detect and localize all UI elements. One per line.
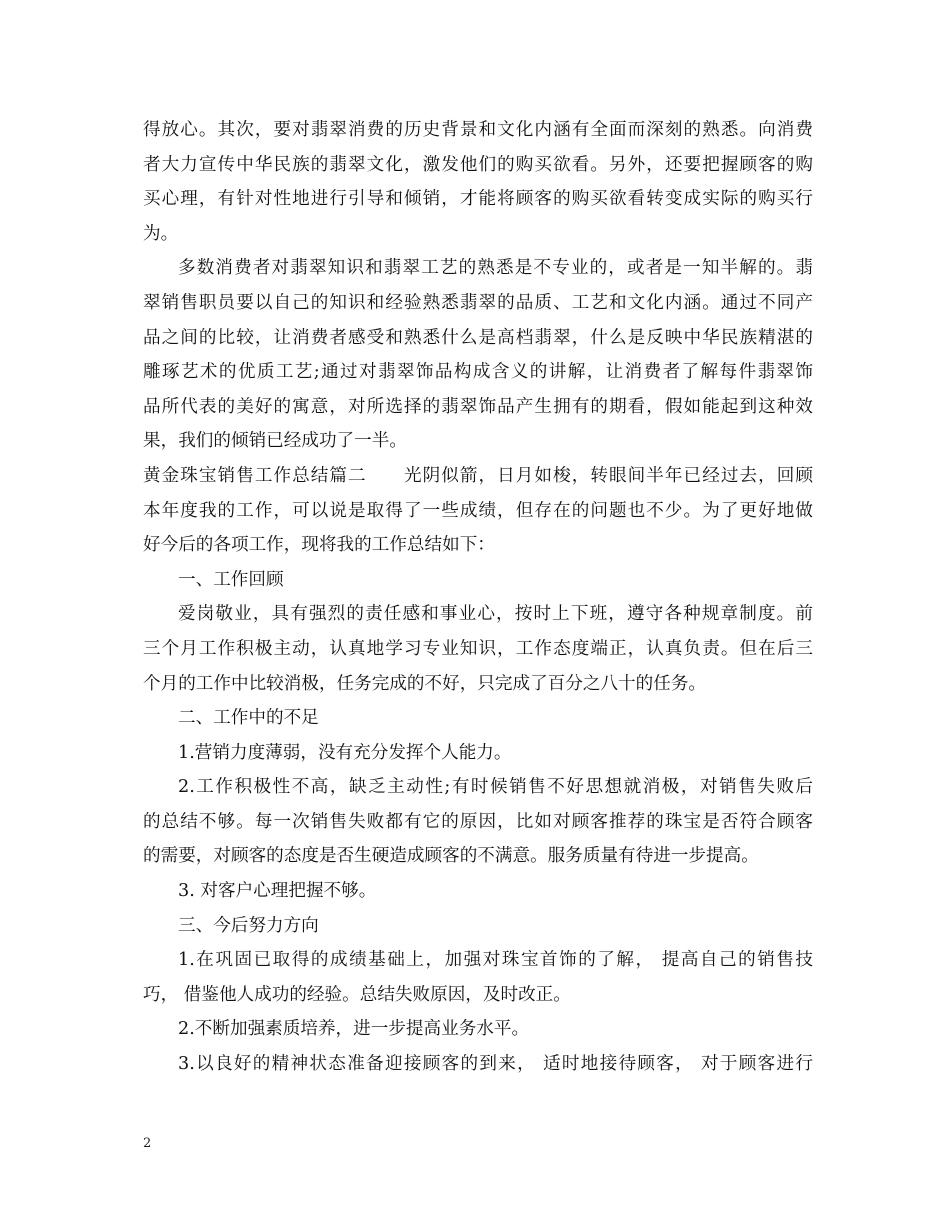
text-line: 3. 对客户心理把握不够。 [178, 881, 377, 902]
document-body [143, 113, 813, 1082]
text-line: 黄金珠宝销售工作总结篇二 光阴似箭，日月如梭，转眼间半年已经过去，回顾 [143, 465, 813, 486]
text-line: 者大力宣传中华民族的翡翠文化，激发他们的购买欲看。另外，还要把握顾客的购 [143, 154, 813, 175]
text-line: 一、工作回顾 [178, 569, 284, 590]
text-line: 的总结不够。每一次销售失败都有它的原因，比如对顾客推荐的珠宝是否符合顾客 [143, 811, 813, 832]
text-line: 1.在巩固已取得的成绩基础上，加强对珠宝首饰的了解， 提高自己的销售技 [178, 950, 813, 971]
text-line: 翠销售职员要以自己的知识和经验熟悉翡翠的品质、工艺和文化内涵。通过不同产 [143, 292, 813, 313]
text-line: 三、今后努力方向 [178, 915, 319, 936]
text-line: 3.以良好的精神状态准备迎接顾客的到来， 适时地接待顾客， 对于顾客进行 [178, 1054, 813, 1075]
text-line: 巧， 借鉴他人成功的经验。总结失败原因，及时改正。 [143, 984, 571, 1005]
text-line: 品之间的比较，让消费者感受和熟悉什么是高档翡翠，什么是反映中华民族精湛的 [143, 327, 813, 348]
text-line: 多数消费者对翡翠知识和翡翠工艺的熟悉是不专业的，或者是一知半解的。翡 [178, 258, 813, 279]
text-line: 的需要，对顾客的态度是否生硬造成顾客的不满意。服务质量有待进一步提高。 [143, 846, 759, 867]
page-number: 2 [143, 1136, 152, 1151]
text-line: 爱岗敬业，具有强烈的责任感和事业心，按时上下班，遵守各种规章制度。前 [178, 604, 813, 625]
text-line: 好今后的各项工作，现将我的工作总结如下： [143, 535, 495, 556]
text-line: 果，我们的倾销已经成功了一半。 [143, 431, 407, 452]
text-line: 二、工作中的不足 [178, 708, 319, 729]
text-line: 买心理，有针对性地进行引导和倾销，才能将顾客的购买欲看转变成实际的购买行 [143, 189, 813, 210]
text-line: 得放心。其次，要对翡翠消费的历史背景和文化内涵有全面而深刻的熟悉。向消费 [143, 120, 813, 140]
text-line: 品所代表的美好的寓意，对所选择的翡翠饰品产生拥有的期看，假如能起到这种效 [143, 396, 813, 417]
text-line: 2.工作积极性不高，缺乏主动性;有时候销售不好思想就消极，对销售失败后 [178, 777, 813, 798]
text-line: 2.不断加强素质培养，进一步提高业务水平。 [178, 1019, 530, 1040]
text-line: 1.营销力度薄弱，没有充分发挥个人能力。 [178, 742, 512, 763]
text-line: 本年度我的工作，可以说是取得了一些成绩，但存在的问题也不少。为了更好地做 [143, 500, 813, 521]
text-line: 个月的工作中比较消极，任务完成的不好，只完成了百分之八十的任务。 [143, 673, 707, 694]
text-line: 三个月工作积极主动，认真地学习专业知识，工作态度端正，认真负责。但在后三 [143, 638, 813, 659]
text-line: 雕琢艺术的优质工艺;通过对翡翠饰品构成含义的讲解，让消费者了解每件翡翠饰 [143, 362, 813, 383]
text-line: 为。 [143, 223, 179, 244]
